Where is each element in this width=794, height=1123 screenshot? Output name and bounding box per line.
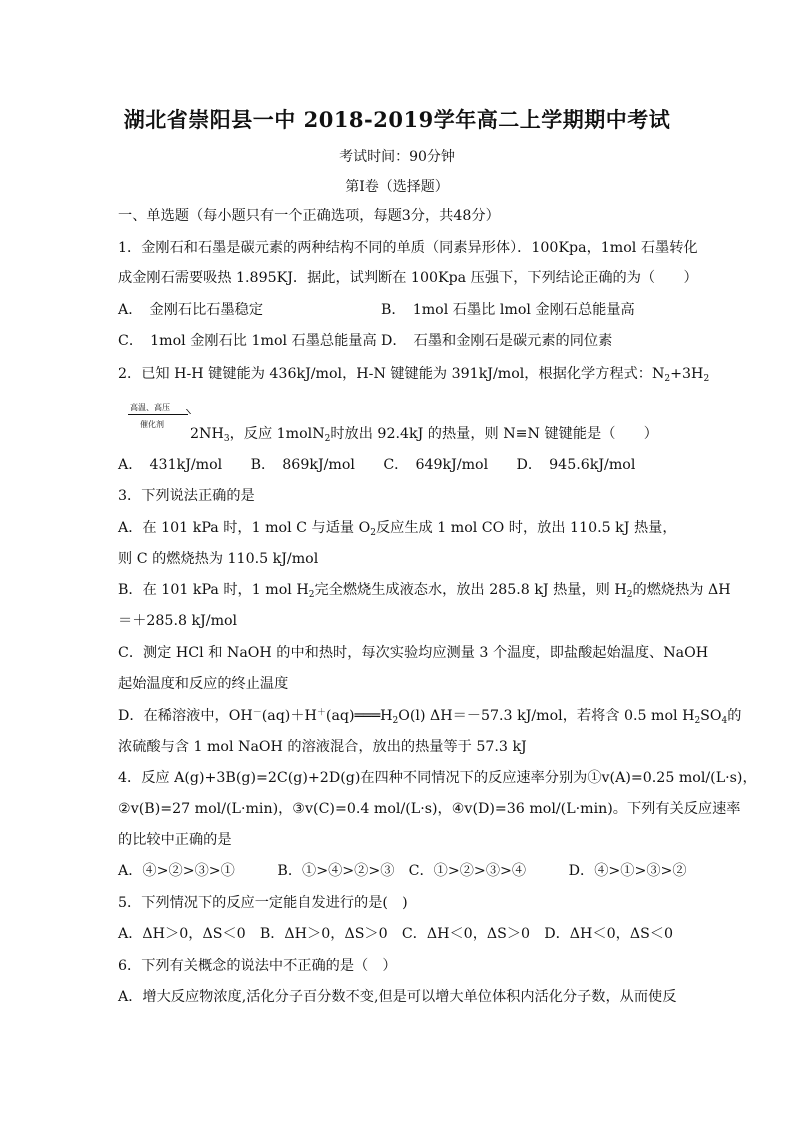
q5-options: A．ΔH＞0，ΔS＜0 B．ΔH＞0，ΔS＞0 C．ΔH＜0，ΔS＞0 D．ΔH＜0，ΔS＜0 [118, 926, 674, 942]
q3-a-text1: A．在 101 kPa 时，1 mol C 与适量 O [118, 520, 371, 536]
q3-option-a-line1 [118, 518, 677, 538]
q2-text-d: ，反应 1molN [229, 426, 325, 442]
q3-d-sub2: 2 [694, 716, 701, 726]
q3-b-text1: B．在 101 kPa 时，1 mol H [118, 582, 309, 598]
q6-stem: 6．下列有关概念的说法中不正确的是（ ） [118, 958, 397, 974]
reaction-arrow [128, 402, 190, 430]
q3-option-c-line1: C．测定 HCl 和 NaOH 的中和热时，每次实验均应测量 3 个温度，即盐酸起始温度、NaOH [118, 645, 709, 661]
q3-b-text2: 完全燃烧生成液态水，放出 285.8 kJ 热量，则 H [314, 582, 627, 598]
q4-stem-line1: 4．反应 A(g)+3B(g)=2C(g)+2D(g)在四种不同情况下的反应速率分别为①v(A)=0.25 mol/(L·s)， [118, 770, 757, 786]
q2-text-a: 2．已知 H-H 键键能为 436kJ/mol，H-N 键键能为 391kJ/mol，根据化学方程式：N [118, 366, 665, 382]
q3-d-text5: SO [700, 708, 722, 724]
q3-a-text2: 反应生成 1 mol CO 时，放出 110.5 kJ 热量， [375, 520, 677, 536]
section-heading: 一、单选题（每小题只有一个正确选项，每题3分，共48分） [118, 208, 500, 224]
arrow-condition-top: 高温、高压 [130, 403, 170, 412]
q3-option-b-line1 [118, 580, 731, 600]
exam-time: 考试时间：90分钟 [339, 149, 455, 165]
q3-option-d-line1 [118, 706, 741, 726]
q2-text-c: 2NH [190, 426, 224, 442]
q2-text-b: +3H [670, 366, 704, 382]
q4-options: A．④>②>③>① B．①>④>②>③ C．①>②>③>④ D．④>①>③>② [118, 863, 687, 879]
q3-stem: 3．下列说法正确的是 [118, 488, 255, 504]
q1-option-a: A． 金刚石比石墨稳定 [118, 302, 264, 318]
exam-title: 湖北省崇阳县一中 2018-2019学年高二上学期期中考试 [123, 107, 671, 132]
q3-b-sub1: 2 [308, 590, 315, 600]
volume-label: 第Ⅰ卷（选择题） [345, 179, 449, 195]
arrow-condition-bottom: 催化剂 [140, 420, 164, 429]
q1-stem-line2: 成金刚石需要吸热 1.895KJ．据此，试判断在 100Kpa 压强下，下列结论正确的为（ ） [118, 270, 698, 286]
q3-d-sub1: 2 [392, 716, 399, 726]
q3-d-sup2: ＋ [316, 708, 326, 718]
arrow-line [128, 414, 188, 415]
q6-option-a: A．增大反应物浓度,活化分子百分数不变,但是可以增大单位体积内活化分子数，从而使反 [118, 989, 677, 1005]
q3-d-text4: O(l) ΔH＝－57.3 kJ/mol，若将含 0.5 mol H [398, 708, 695, 724]
q3-option-c-line2: 起始温度和反应的终止温度 [118, 676, 289, 692]
q3-b-text3: 的燃烧热为 ΔH [632, 582, 731, 598]
q1-option-b: B． 1mol 石墨比 lmol 金刚石总能量高 [381, 302, 635, 318]
q2-text-e: 时放出 92.4kJ 的热量，则 N≡N 键键能是（ ） [330, 426, 658, 442]
q3-d-sup1: － [252, 708, 262, 718]
q2-stem-line2 [190, 424, 658, 444]
q3-option-d-line2: 浓硫酸与含 1 mol NaOH 的溶液混合，放出的热量等于 57.3 kJ [118, 739, 527, 755]
q3-d-sub3: 4 [721, 716, 728, 726]
q1-option-c: C． 1mol 金刚石比 1mol 石墨总能量高 [118, 333, 377, 349]
q1-option-d: D． 石墨和金刚石是碳元素的同位素 [381, 333, 613, 349]
q5-stem: 5．下列情况下的反应一定能自发进行的是( ) [118, 895, 408, 911]
q3-d-text2: (aq)＋H [261, 708, 317, 724]
q2-options: A． 431kJ/mol B． 869kJ/mol C． 649kJ/mol D． 945.6kJ/mol [118, 457, 636, 473]
q4-stem-line3: 的比较中正确的是 [118, 832, 232, 848]
q3-a-sub: 2 [370, 528, 376, 538]
q3-d-text1: D．在稀溶液中，OH [118, 708, 253, 724]
q2-stem-line1 [118, 364, 709, 384]
q3-option-a-line2: 则 C 的燃烧热为 110.5 kJ/mol [118, 551, 319, 567]
q3-b-sub2: 2 [626, 590, 633, 600]
q3-d-text6: 的 [727, 708, 742, 724]
q2-sub-n2b: 2 [324, 434, 331, 444]
q3-option-b-line2: ＝＋285.8 kJ/mol [118, 613, 238, 629]
q2-sub-nh3: 3 [223, 434, 230, 444]
q3-d-text3: (aq)═══H [325, 708, 393, 724]
q4-stem-line2: ②v(B)=27 mol/(L·min)，③v(C)=0.4 mol/(L·s)，④v(D)=36 mol/(L·min)。下列有关反应速率 [118, 801, 741, 817]
q1-stem-line1: 1．金刚石和石墨是碳元素的两种结构不同的单质（同素异形体）．100Kpa，1mol 石墨转化 [118, 240, 698, 256]
q2-sub-n2: 2 [664, 374, 671, 384]
q2-sub-h2: 2 [703, 374, 710, 384]
